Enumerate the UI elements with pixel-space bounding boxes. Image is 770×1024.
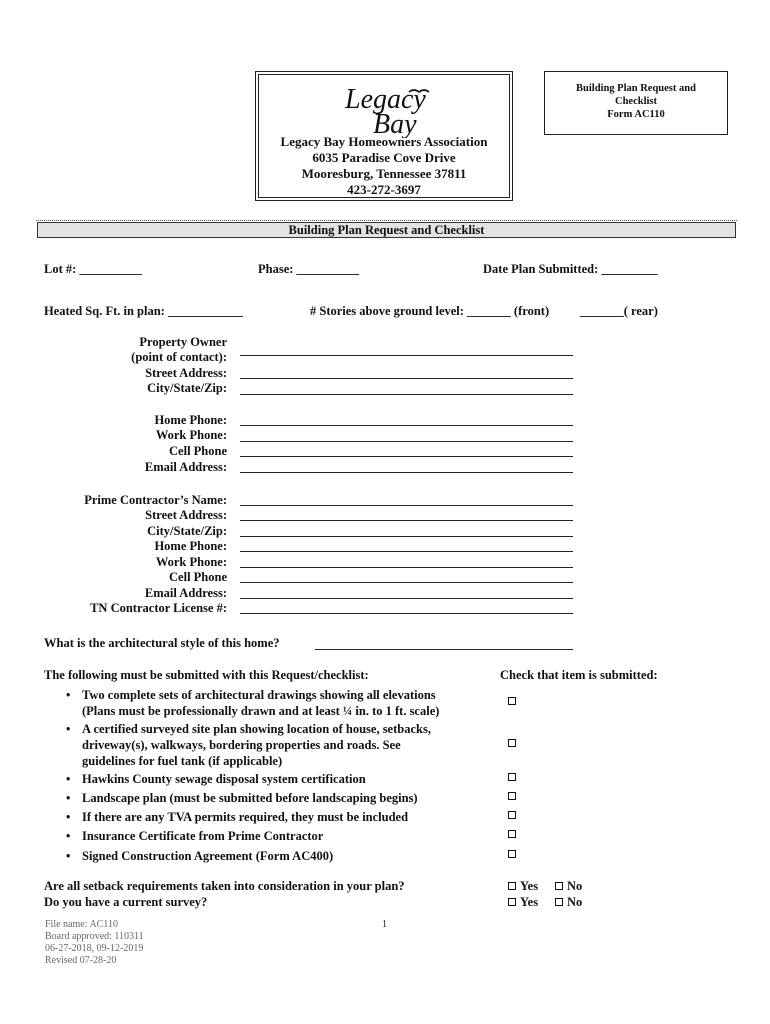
- checklist-item: [66, 828, 486, 844]
- contractor-license-line[interactable]: [240, 613, 573, 614]
- survey-no-label: No: [567, 895, 583, 909]
- contractor-city-line[interactable]: [240, 536, 573, 537]
- bullet-icon: •: [66, 722, 71, 736]
- contractor-cell-label: Cell Phone: [169, 570, 227, 584]
- bullet-icon: •: [66, 849, 71, 863]
- page-number: 1: [382, 919, 387, 930]
- stories-rear-field[interactable]: _______( rear): [580, 304, 658, 318]
- checklist-item-text: Two complete sets of architectural drawings showing all elevations: [82, 688, 436, 702]
- footer-info: [45, 919, 144, 967]
- header-box: [255, 71, 513, 201]
- contractor-name-label: Prime Contractor’s Name:: [84, 493, 227, 507]
- checklist-item-text: A certified surveyed site plan showing location of house, setbacks,: [82, 722, 431, 736]
- contractor-street-label: Street Address:: [145, 508, 227, 522]
- association-info: [256, 134, 512, 198]
- survey-yes-checkbox[interactable]: [508, 898, 516, 906]
- bullet-icon: •: [66, 772, 71, 786]
- heated-sqft-field[interactable]: Heated Sq. Ft. in plan: ____________: [44, 304, 243, 318]
- work-phone-label: Work Phone:: [155, 428, 227, 442]
- stories-front-field[interactable]: # Stories above ground level: _______ (front): [310, 304, 550, 318]
- contractor-home-label: Home Phone:: [154, 539, 227, 553]
- checklist-item: [66, 721, 486, 769]
- association-street: 6035 Paradise Cove Drive: [312, 150, 456, 165]
- setback-yes-checkbox[interactable]: [508, 882, 516, 890]
- checklist-item-text: (Plans must be professionally drawn and at least ¼ in. to 1 ft. scale): [82, 704, 440, 718]
- email-label: Email Address:: [144, 460, 227, 474]
- checkbox-item-7[interactable]: [508, 850, 516, 858]
- owner-street-line[interactable]: [240, 378, 573, 379]
- checklist-item-text: Insurance Certificate from Prime Contractor: [82, 829, 324, 843]
- checklist-heading: The following must be submitted with this Request/checklist:: [44, 668, 369, 682]
- owner-name-line[interactable]: [240, 355, 573, 356]
- checkbox-item-5[interactable]: [508, 811, 516, 819]
- work-phone-line[interactable]: [240, 441, 573, 442]
- checkbox-item-1[interactable]: [508, 697, 516, 705]
- survey-no-checkbox[interactable]: [555, 898, 563, 906]
- architectural-style-label: What is the architectural style of this home?: [44, 636, 280, 650]
- divider: [36, 220, 737, 221]
- svg-text:Legacy: Legacy: [345, 84, 426, 115]
- form-box-line3: Form AC110: [607, 109, 665, 120]
- form-box-line1: Building Plan Request and: [576, 83, 696, 94]
- checklist-item-text: If there are any TVA permits required, they must be included: [82, 810, 409, 824]
- owner-city-label: City/State/Zip:: [147, 381, 227, 395]
- checkbox-item-6[interactable]: [508, 830, 516, 838]
- setback-yes-label: Yes: [520, 879, 539, 893]
- phase-field[interactable]: Phase: __________: [258, 262, 360, 276]
- bullet-icon: •: [66, 688, 71, 702]
- association-city: Mooresburg, Tennessee 37811: [301, 166, 467, 181]
- contractor-city-label: City/State/Zip:: [147, 524, 227, 538]
- contractor-street-line[interactable]: [240, 520, 573, 521]
- form-id-box: [544, 71, 728, 135]
- setback-no-label: No: [567, 879, 583, 893]
- setback-question: Are all setback requirements taken into consideration in your plan?: [44, 879, 405, 893]
- contractor-email-label: Email Address:: [144, 586, 227, 600]
- checkbox-item-2[interactable]: [508, 739, 516, 747]
- footer-file: File name: AC110: [45, 919, 118, 930]
- date-submitted-field[interactable]: Date Plan Submitted: _________: [483, 262, 658, 276]
- svg-text:Bay: Bay: [373, 109, 417, 138]
- contractor-work-line[interactable]: [240, 567, 573, 568]
- checkbox-item-3[interactable]: [508, 773, 516, 781]
- setback-no-checkbox[interactable]: [555, 882, 563, 890]
- survey-yes-label: Yes: [520, 895, 539, 909]
- checklist-item: [66, 687, 486, 719]
- association-name: Legacy Bay Homeowners Association: [280, 134, 488, 149]
- footer-revised: Revised 07-28-20: [45, 955, 117, 966]
- email-line[interactable]: [240, 472, 573, 473]
- architectural-style-line[interactable]: [315, 649, 573, 650]
- owner-contact-label: (point of contact):: [131, 350, 227, 364]
- checklist-item: [66, 848, 486, 864]
- bullet-icon: •: [66, 810, 71, 824]
- cell-phone-label: Cell Phone: [169, 444, 227, 458]
- checklist-item-text: driveway(s), walkways, bordering properties and roads. See: [82, 738, 401, 752]
- check-heading: Check that item is submitted:: [500, 668, 658, 682]
- contractor-license-label: TN Contractor License #:: [90, 601, 227, 615]
- checklist-item: [66, 771, 486, 787]
- contractor-work-label: Work Phone:: [155, 555, 227, 569]
- bullet-icon: •: [66, 829, 71, 843]
- checklist-item: [66, 809, 486, 825]
- lot-field[interactable]: Lot #: __________: [44, 262, 142, 276]
- association-phone: 423-272-3697: [347, 182, 421, 197]
- checklist-item-text: guidelines for fuel tank (if applicable): [82, 754, 283, 768]
- contractor-name-line[interactable]: [240, 505, 573, 506]
- checklist-item-text: Hawkins County sewage disposal system certification: [82, 772, 366, 786]
- form-box-line2: Checklist: [615, 96, 657, 107]
- checkbox-item-4[interactable]: [508, 792, 516, 800]
- checklist-item: [66, 790, 486, 806]
- contractor-cell-line[interactable]: [240, 582, 573, 583]
- bullet-icon: •: [66, 791, 71, 805]
- checklist-item-text: Signed Construction Agreement (Form AC400): [82, 849, 334, 863]
- home-phone-label: Home Phone:: [154, 413, 227, 427]
- footer-board: Board approved: 110311: [45, 931, 144, 942]
- survey-question: Do you have a current survey?: [44, 895, 208, 909]
- owner-street-label: Street Address:: [145, 366, 227, 380]
- owner-label: Property Owner: [139, 335, 227, 349]
- checklist-item-text: Landscape plan (must be submitted before landscaping begins): [82, 791, 418, 805]
- contractor-home-line[interactable]: [240, 551, 573, 552]
- home-phone-line[interactable]: [240, 425, 573, 426]
- cell-phone-line[interactable]: [240, 456, 573, 457]
- owner-city-line[interactable]: [240, 394, 573, 395]
- legacy-bay-logo: [339, 78, 431, 138]
- contractor-email-line[interactable]: [240, 598, 573, 599]
- form-title: Building Plan Request and Checklist: [37, 222, 736, 238]
- footer-dates: 06-27-2018, 09-12-2019: [45, 943, 144, 954]
